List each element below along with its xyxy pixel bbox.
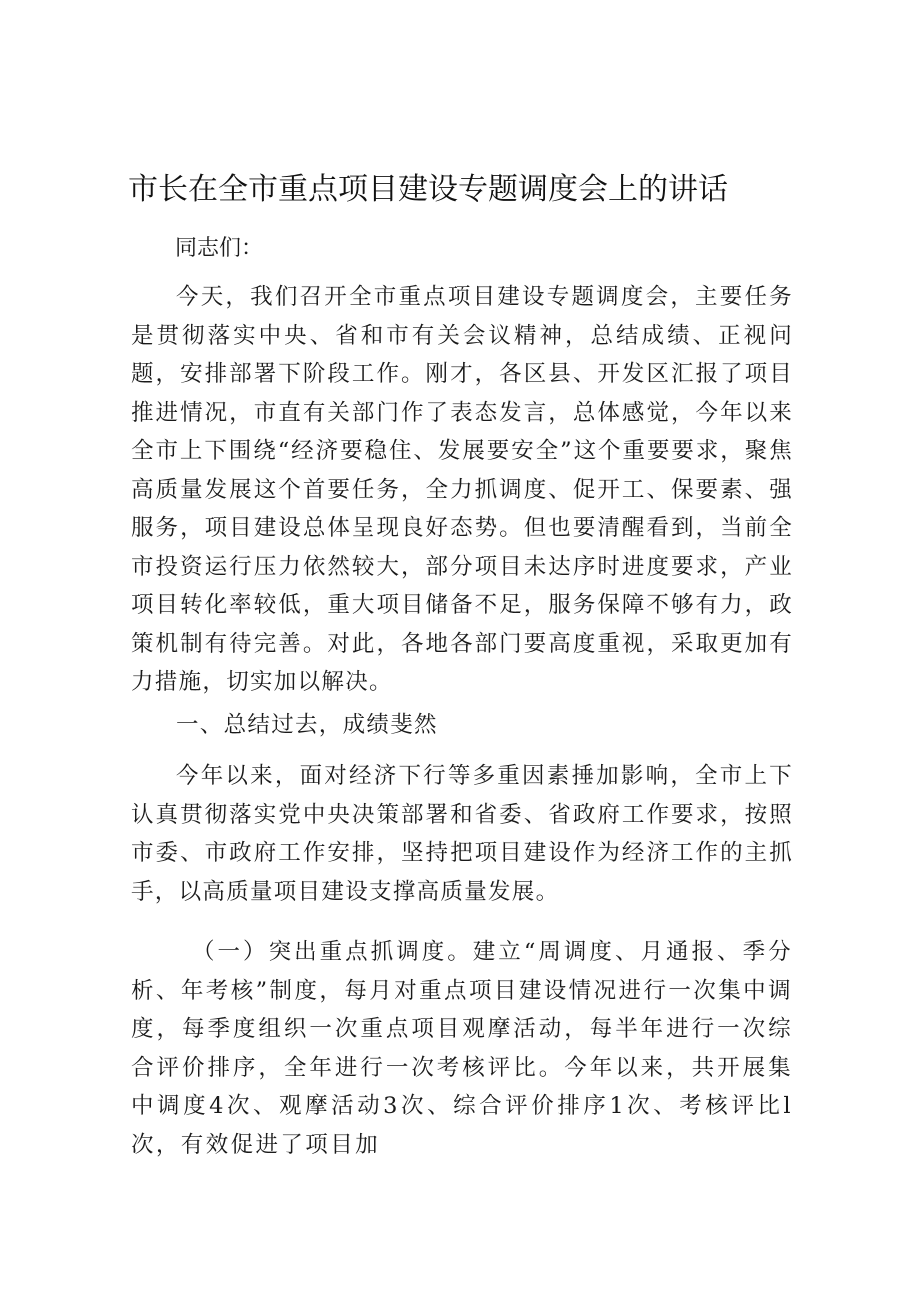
section-paragraph: 今年以来，面对经济下行等多重因素捶加影响，全市上下认真贯彻落实党中央决策部署和省委、省政府工作要求，按照市委、市政府工作安排，坚持把项目建设作为经济工作的主抓手，以高质量项目建设支撑高质量发展。 xyxy=(131,763,793,905)
document-title: 市长在全市重点项目建设专题调度会上的讲话 xyxy=(128,172,728,207)
subsection-paragraph: （一）突出重点抓调度。建立“周调度、月通报、季分析、年考核”制度，每月对重点项目建设情况进行一次集中调度，每季度组织一次重点项目观摩活动，每半年进行一次综合评价排序，全年进行一次考核评比。今年以来，共开展集中调度4次、观摩活动3次、综合评价排序1次、考核评比l次，有效促进了项目加 xyxy=(131,939,793,1158)
salutation: 同志们： xyxy=(175,236,264,261)
section-heading: 一、总结过去，成绩斐然 xyxy=(176,712,438,738)
intro-paragraph: 今天，我们召开全市重点项目建设专题调度会，主要任务是贯彻落实中央、省和市有关会议精神，总结成绩、正视问题，安排部署下阶段工作。刚才，各区县、开发区汇报了项目推进情况，市直有关部门作了表态发言，总体感觉，今年以来全市上下围绕“经济要稳住、发展要安全”这个重要要求，聚焦高质量发展这个首要任务，全力抓调度、促开工、保要素、强服务，项目建设总体呈现良好态势。但也要清醒看到，当前全市投资运行压力依然较大，部分项目未达序时进度要求，产业项目转化率较低，重大项目储备不足，服务保障不够有力，政策机制有待完善。对此，各地各部门要高度重视，采取更加有力措施，切实加以解决。 xyxy=(131,284,793,695)
